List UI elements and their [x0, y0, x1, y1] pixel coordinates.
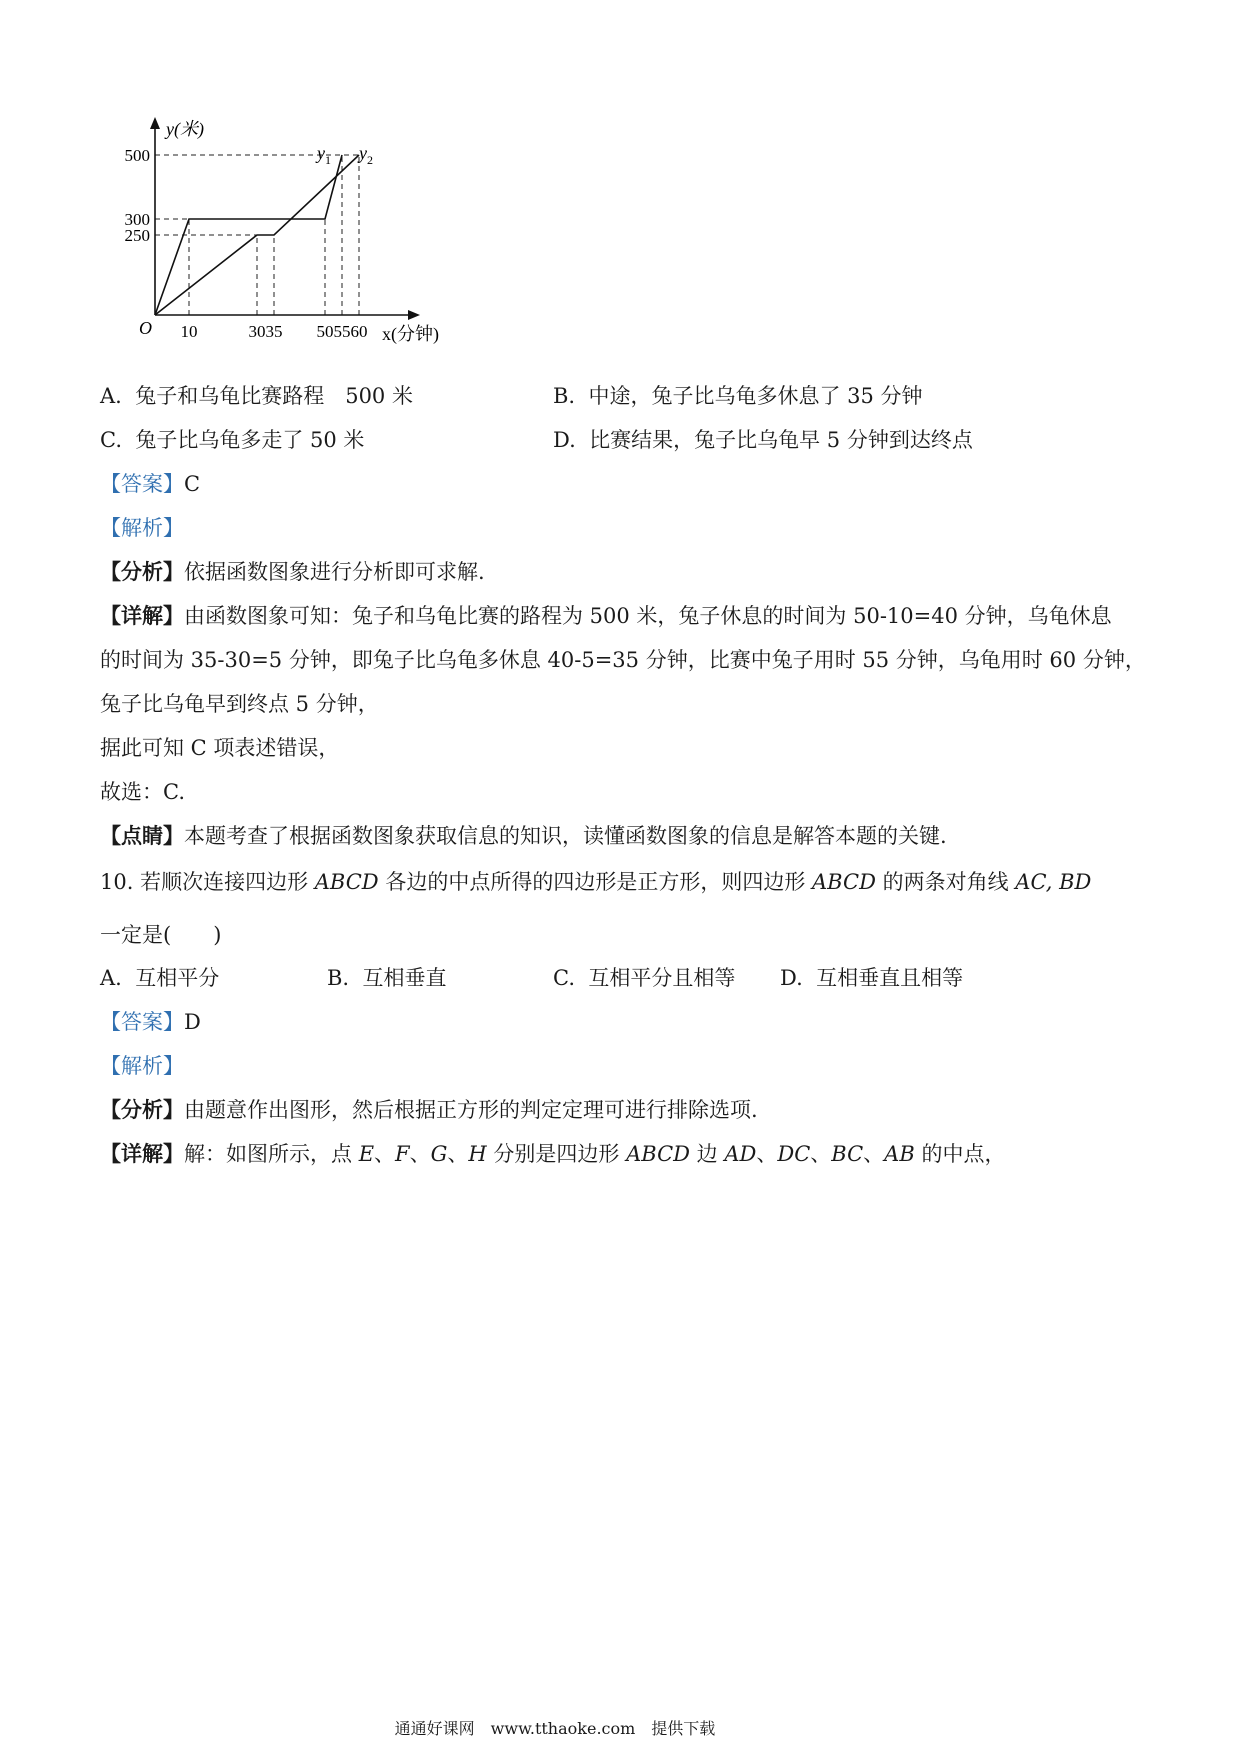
- xiangjie-text: 分别是四边形: [486, 1142, 627, 1166]
- separator: 、: [409, 1142, 431, 1166]
- y-tick-250: 250: [124, 226, 150, 245]
- dianjing-text: 本题考查了根据函数图象获取信息的知识，读懂函数图象的信息是解答本题的关键.: [184, 824, 947, 848]
- answer-value: D: [184, 1010, 201, 1034]
- q10-option-c: [553, 963, 735, 993]
- q9-xiangjie-line-3: 兔子比乌龟早到终点 5 分钟，: [100, 692, 379, 716]
- quad-abcd: ABCD: [812, 870, 876, 894]
- y-axis-arrow: [150, 117, 160, 129]
- x-axis-label: x(分钟): [382, 324, 439, 344]
- xiangjie-label: 【详解】: [100, 603, 184, 628]
- stem-text: 10. 若顺次连接四边形: [100, 870, 315, 894]
- diagonals: AC, BD: [1015, 870, 1092, 894]
- stem-text: 的两条对角线: [875, 870, 1016, 894]
- y-tick-500: 500: [124, 146, 150, 165]
- option-text: 互相平分且相等: [588, 966, 736, 990]
- xiangjie-label: 【详解】: [100, 1141, 184, 1166]
- x-tick-60: 60: [350, 322, 368, 341]
- option-key: A.: [100, 384, 122, 408]
- answer-value: C: [184, 472, 201, 496]
- x-tick-35: 35: [265, 322, 283, 341]
- point-e: E: [358, 1142, 375, 1166]
- y1-label: $y_1$: [317, 143, 331, 167]
- separator: 、: [863, 1142, 885, 1166]
- q9-jiexi-label: 【解析】: [100, 516, 184, 540]
- answer-label: 【答案】: [100, 472, 184, 496]
- point-f: F: [395, 1142, 410, 1166]
- option-key: D.: [780, 966, 803, 990]
- option-text: 互相垂直且相等: [816, 966, 964, 990]
- xiangjie-text: 的中点，: [914, 1142, 1006, 1166]
- quad-abcd: ABCD: [626, 1142, 690, 1166]
- y2-label: $y_2$: [359, 143, 373, 167]
- side-ad: AD: [724, 1142, 757, 1166]
- q10-xiangjie: [100, 1139, 1005, 1169]
- q10-option-b: [327, 963, 446, 993]
- q10-option-d: [780, 963, 963, 993]
- side-ab: AB: [884, 1142, 915, 1166]
- option-text: 比赛结果，兔子比乌龟早 5 分钟到达终点: [589, 428, 973, 452]
- separator: 、: [756, 1142, 778, 1166]
- option-key: C.: [553, 966, 575, 990]
- q9-option-a: [100, 381, 413, 411]
- x-tick-30: 30: [248, 322, 266, 341]
- q10-stem-line-1: [100, 867, 1091, 897]
- xiangjie-text: 解：如图所示，点: [184, 1142, 359, 1166]
- side-dc: DC: [777, 1142, 811, 1166]
- option-text: 兔子比乌龟多走了 50 米: [135, 428, 365, 452]
- option-key: B.: [553, 384, 576, 408]
- option-key: A.: [100, 966, 122, 990]
- q9-xiangjie-line-1: [100, 601, 1112, 631]
- q10-fenxi: [100, 1095, 758, 1125]
- x-tick-55: 55: [333, 322, 351, 341]
- option-text: 兔子和乌龟比赛路程 500 米: [135, 384, 413, 408]
- separator: 、: [810, 1142, 832, 1166]
- q10-answer: [100, 1007, 201, 1037]
- footer-watermark: 通通好课网 www.tthaoke.com 提供下载: [394, 1719, 716, 1738]
- option-key: D.: [553, 428, 576, 452]
- q9-xiangjie-line-5: 故选：C.: [100, 780, 185, 804]
- q10-stem-line-2: 一定是( ): [100, 923, 222, 947]
- q10-option-a: [100, 963, 219, 993]
- q9-dianjing: [100, 821, 947, 851]
- q9-xiangjie-line-4: 据此可知 C 项表述错误，: [100, 736, 340, 760]
- q9-xiangjie-line-2: 的时间为 35-30=5 分钟，即兔子比乌龟多休息 40-5=35 分钟，比赛中兔子用时 55 分钟，乌龟用时 60 分钟，: [100, 648, 1146, 672]
- origin-label: O: [139, 318, 152, 338]
- x-tick-50: 50: [316, 322, 334, 341]
- dianjing-label: 【点睛】: [100, 823, 184, 848]
- option-text: 互相平分: [135, 966, 220, 990]
- q9-answer: [100, 469, 200, 499]
- x-axis-arrow: [408, 310, 420, 320]
- point-h: H: [468, 1142, 487, 1166]
- point-g: G: [430, 1142, 448, 1166]
- side-bc: BC: [831, 1142, 864, 1166]
- xiangjie-text: 由函数图象可知：兔子和乌龟比赛的路程为 500 米，兔子休息的时间为 50-10=40 分钟，乌龟休息: [184, 604, 1112, 628]
- q9-option-b: [553, 381, 923, 411]
- separator: 、: [374, 1142, 396, 1166]
- option-text: 中途，兔子比乌龟多休息了 35 分钟: [588, 384, 923, 408]
- option-text: 互相垂直: [362, 966, 447, 990]
- fenxi-text: 由题意作出图形，然后根据正方形的判定定理可进行排除选项.: [184, 1098, 758, 1122]
- fenxi-text: 依据函数图象进行分析即可求解.: [184, 560, 485, 584]
- q9-option-d: [553, 425, 973, 455]
- q10-jiexi-label: 【解析】: [100, 1054, 184, 1078]
- x-tick-10: 10: [180, 322, 198, 341]
- y-axis-label: y(米): [166, 119, 204, 139]
- q9-fenxi: [100, 557, 485, 587]
- fenxi-label: 【分析】: [100, 1097, 184, 1122]
- quad-abcd: ABCD: [314, 870, 379, 894]
- option-key: C.: [100, 428, 122, 452]
- fenxi-label: 【分析】: [100, 559, 184, 584]
- answer-label: 【答案】: [100, 1010, 184, 1034]
- y-tick-300: 300: [124, 210, 150, 229]
- separator: 、: [447, 1142, 469, 1166]
- stem-text: 各边的中点所得的四边形是正方形，则四边形: [378, 870, 813, 894]
- xiangjie-text: 边: [689, 1142, 725, 1166]
- q9-option-c: [100, 425, 364, 455]
- distance-time-graph: [120, 115, 510, 395]
- option-key: B.: [327, 966, 350, 990]
